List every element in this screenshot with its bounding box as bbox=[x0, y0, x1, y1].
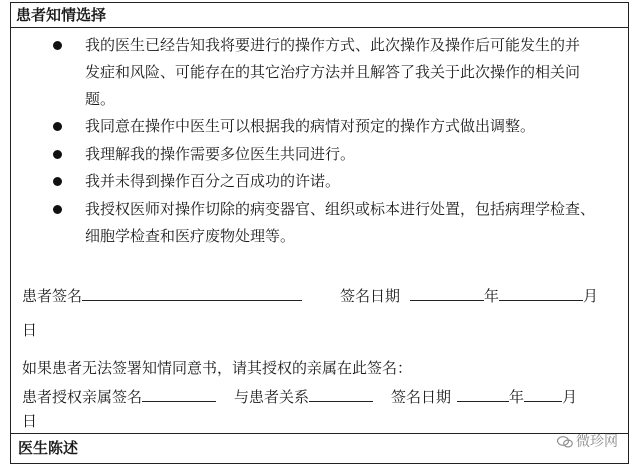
proxy-note: 如果患者无法签署知情同意书，请其授权的亲属在此签名： bbox=[22, 359, 413, 377]
watermark bbox=[557, 431, 618, 451]
year-label: 年 bbox=[484, 287, 500, 305]
year-label: 年 bbox=[509, 388, 525, 406]
chat-bubbles-icon bbox=[557, 436, 573, 448]
patient-signature-field[interactable] bbox=[82, 286, 302, 301]
month-label: 月 bbox=[562, 388, 578, 406]
section-title: 患者知情选择 bbox=[16, 6, 107, 24]
proxy-date-label: 签名日期 bbox=[391, 388, 452, 406]
divider bbox=[10, 433, 629, 434]
bullet-icon bbox=[53, 41, 62, 50]
bullet-icon bbox=[53, 177, 62, 186]
divider bbox=[10, 27, 629, 28]
signature-date-label: 签名日期 bbox=[340, 287, 401, 305]
proxy-month-field[interactable] bbox=[524, 387, 562, 402]
proxy-signature-row bbox=[22, 387, 577, 407]
list-item-line: 题。 bbox=[85, 90, 116, 108]
day-label: 日 bbox=[22, 321, 38, 339]
doctor-section-title: 医生陈述 bbox=[18, 439, 79, 457]
list-item-line: 我的医生已经告知我将要进行的操作方式、此次操作及操作后可能发生的并 bbox=[85, 36, 581, 54]
bullet-icon bbox=[53, 122, 62, 131]
list-item-line: 我并未得到操作百分之百成功的许诺。 bbox=[85, 172, 341, 190]
patient-signature-row bbox=[22, 286, 598, 306]
list-item-line: 我理解我的操作需要多位医生共同进行。 bbox=[85, 145, 356, 163]
list-item-line: 我授权医师对操作切除的病变器官、组织或标本进行处置，包括病理学检查、 bbox=[85, 200, 596, 218]
patient-signature-label: 患者签名 bbox=[22, 287, 83, 305]
list-item-line: 发症和风险、可能存在的其它治疗方法并且解答了我关于此次操作的相关问 bbox=[85, 63, 581, 81]
relation-field[interactable] bbox=[309, 387, 373, 402]
bullet-icon bbox=[53, 205, 62, 214]
watermark-text: 微珍网 bbox=[576, 434, 618, 450]
list-item-line: 我同意在操作中医生可以根据我的病情对预定的操作方式做出调整。 bbox=[85, 117, 536, 135]
proxy-signature-label: 患者授权亲属签名 bbox=[22, 388, 143, 406]
proxy-signature-field[interactable] bbox=[142, 387, 216, 402]
relation-label: 与患者关系 bbox=[234, 388, 310, 406]
day-label: 日 bbox=[22, 412, 38, 430]
list-item-line: 细胞学检查和医疗废物处理等。 bbox=[85, 227, 296, 245]
signature-year-field[interactable] bbox=[410, 286, 484, 301]
proxy-year-field[interactable] bbox=[457, 387, 509, 402]
signature-month-field[interactable] bbox=[499, 286, 583, 301]
bullet-icon bbox=[53, 150, 62, 159]
month-label: 月 bbox=[583, 287, 599, 305]
